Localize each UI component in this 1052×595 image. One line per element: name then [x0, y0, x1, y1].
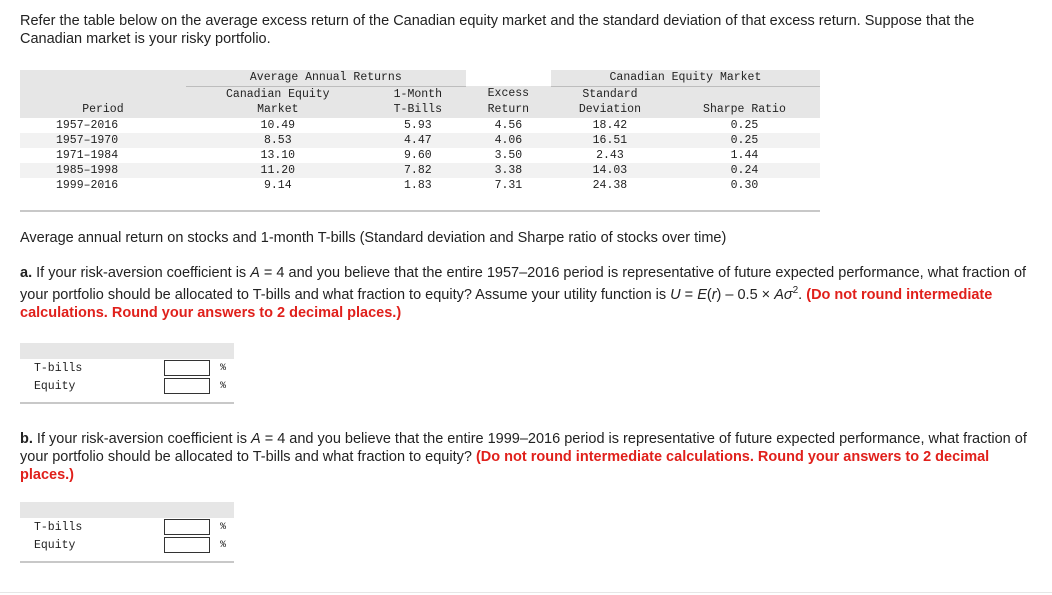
col-header: Sharpe Ratio [669, 102, 820, 118]
table-row [20, 178, 820, 193]
instruction-text: (Do not round intermediate calculations. Round your answers to 2 decimal places.) [20, 449, 990, 483]
table-cell: 7.31 [494, 178, 523, 192]
table-cell: 24.38 [592, 178, 628, 192]
table-cell: 3.38 [466, 163, 551, 178]
table-cell: 1999–2016 [56, 178, 119, 192]
table-cell: 18.42 [592, 118, 628, 132]
table-cell: 1957–2016 [56, 118, 119, 132]
table-cell: 14.03 [551, 163, 669, 178]
table-cell: 8.53 [186, 133, 370, 148]
table-cell: 1971–1984 [56, 148, 119, 162]
answer-table-a [20, 343, 234, 404]
col-header: 1-Month [370, 86, 466, 102]
table-cell: 0.30 [730, 178, 759, 192]
equity-input-b[interactable] [164, 537, 210, 553]
answer-row [20, 377, 234, 395]
table-header-row [20, 86, 820, 102]
table-header-row [20, 102, 820, 118]
instruction-text: (Do not round intermediate calculations. Round your answers to 2 decimal places.) [20, 286, 993, 321]
table-cell: 9.14 [264, 178, 292, 192]
page-divider [0, 592, 1052, 593]
answer-row [20, 359, 234, 377]
table-cell: 5.93 [404, 118, 432, 132]
question-b: b. If your risk-aversion coefficient is A = 4 and you believe that the entire 1999–2016 period is representative of future expected performance, what fraction of your portfolio should be allocated to T-bills and what fraction to equity? (Do not round intermediate calculations. Round your answers to 2 decimal places.) [20, 431, 1027, 483]
col-header: Excess [466, 86, 551, 102]
table-caption: Average annual return on stocks and 1-month T-bills (Standard deviation and Sharpe ratio of stocks over time) [20, 230, 727, 246]
table-header-row [20, 70, 820, 86]
col-header: Return [466, 102, 551, 118]
percent-unit: % [220, 380, 227, 392]
intro-text: Refer the table below on the average excess return of the Canadian equity market and the standard deviation of that excess return. Suppose that the Canadian market is your risky portfolio. [20, 13, 975, 47]
table-cell: 1957–1970 [20, 133, 186, 148]
group-header-average-annual-returns: Average Annual Returns [186, 70, 466, 86]
table-cell: 1.44 [730, 148, 759, 162]
returns-table [20, 70, 820, 212]
table-cell: 16.51 [551, 133, 669, 148]
answer-label: Equity [34, 379, 76, 393]
answer-table-b [20, 502, 234, 563]
table-row [20, 133, 820, 148]
percent-unit: % [220, 362, 227, 374]
table-cell: 0.25 [730, 118, 759, 132]
col-header: T-Bills [370, 102, 466, 118]
table-cell: 1985–1998 [20, 163, 186, 178]
table-cell: 4.56 [494, 118, 523, 132]
table-cell: 4.06 [466, 133, 551, 148]
table-cell: 4.47 [370, 133, 466, 148]
answer-row [20, 536, 234, 554]
col-header: Market [186, 102, 370, 118]
table-row [20, 118, 820, 133]
answer-label: T-bills [34, 361, 83, 375]
table-cell: 10.49 [260, 118, 296, 132]
answer-label: Equity [34, 538, 76, 552]
question-a: a. If your risk-aversion coefficient is A = 4 and you believe that the entire 1957–2016 period is representative of future expected performance, what fraction of your portfolio should be allocated to T-bills and what fraction to equity? Assume your utility function is $U = E(r) - 0.5 \times A\sigma^2$. (Do not round intermediate calculations. Round your answers to 2 decimal places.) [20, 265, 1027, 321]
col-header: Standard [551, 86, 669, 102]
table-cell: 11.20 [186, 163, 370, 178]
table-cell: 3.50 [494, 148, 523, 162]
table-row [20, 148, 820, 163]
percent-unit: % [220, 539, 227, 551]
col-header: Period [20, 102, 186, 118]
table-row [20, 163, 820, 178]
percent-unit: % [220, 521, 227, 533]
table-bottom-rule [20, 193, 820, 211]
tbills-input-b[interactable] [164, 519, 210, 535]
answer-label: T-bills [34, 520, 83, 534]
equity-input-a[interactable] [164, 378, 210, 394]
col-header: Canadian Equity [186, 86, 370, 102]
table-cell: 9.60 [404, 148, 432, 162]
table-cell: 13.10 [260, 148, 296, 162]
group-header-canadian-equity-market: Canadian Equity Market [551, 70, 820, 86]
table-cell: 7.82 [370, 163, 466, 178]
table-cell: 0.25 [669, 133, 820, 148]
question-label: a. [20, 265, 33, 281]
table-cell: 1.83 [404, 178, 432, 192]
col-header: Deviation [551, 102, 669, 118]
answer-row [20, 518, 234, 536]
question-label: b. [20, 431, 33, 447]
table-cell: 2.43 [596, 148, 624, 162]
table-cell: 0.24 [669, 163, 820, 178]
tbills-input-a[interactable] [164, 360, 210, 376]
